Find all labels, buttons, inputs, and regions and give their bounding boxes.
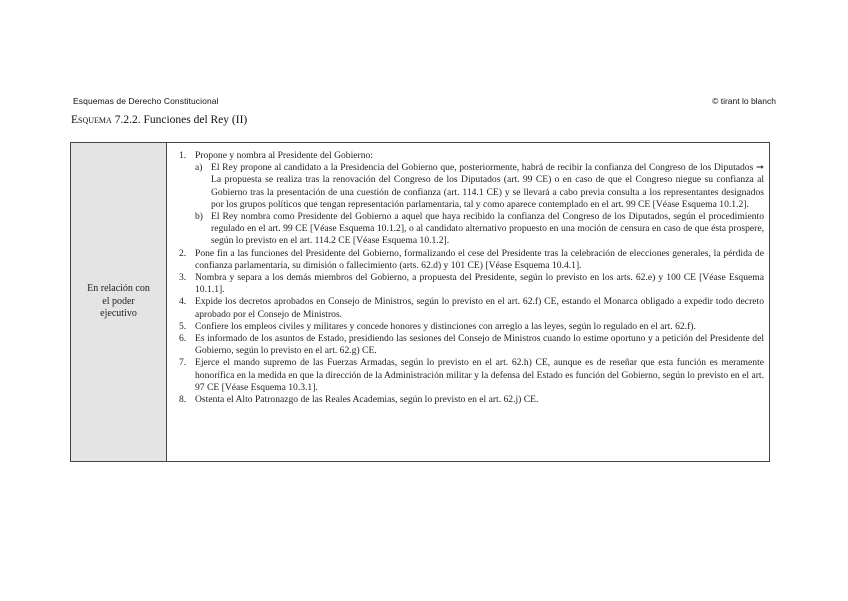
item-text: Propone y nombra al Presidente del Gobierno: [195, 150, 373, 161]
scheme-name: Funciones del Rey (II) [143, 114, 248, 126]
sub-item [195, 162, 764, 211]
sub-item-letter: a) [195, 162, 203, 174]
item-text: Confiere los empleos civiles y militares y concede honores y distinciones con arreglo a las leyes, según lo regulado en el art. 62.f). [195, 320, 696, 332]
item-text: Expide los decretos aprobados en Consejo de Ministros, según lo previsto en el art. 62.f) CE, estando el Monarca obligado a expedir todo decreto aprobado por el Consejo de Ministros. [195, 296, 764, 320]
scheme-number: 7.2.2. [114, 114, 141, 126]
functions-list [167, 143, 769, 461]
list-item [179, 248, 764, 272]
sub-item-text: El Rey nombra como Presidente del Gobierno a aquel que haya recibido la confianza del Congreso de los Diputados, según el procedimiento regulado en el art. 99 CE [Véase Esquema 10.1.2], o al candidato alternativo propuesto en una moción de censura en caso de que ésta prospere, según lo previsto en el art. 114.2 CE [Véase Esquema 10.1.2]. [211, 211, 764, 247]
list-item [179, 272, 764, 296]
list-item [179, 150, 764, 248]
item-number: 8. [179, 394, 187, 406]
item-text: Pone fin a las funciones del Presidente del Gobierno, formalizando el cese del Presidente tras la celebración de elecciones generales, la pérdida de confianza parlamentaria, su dimisión o fallecimiento (arts. 62.d) y 101 CE) [Véase Esquema 10.4.1]. [195, 247, 764, 271]
item-text: Es informado de los asuntos de Estado, presidiendo las sesiones del Consejo de Ministros cuando lo estime oportuno y a petición del Presidente del Gobierno, según lo previsto en el art. 62.g) CE. [195, 333, 764, 357]
item-number: 2. [179, 247, 187, 259]
item-number: 4. [179, 296, 187, 308]
item-text: Ostenta el Alto Patronazgo de las Reales Academias, según lo previsto en el art. 62.j) CE. [195, 394, 539, 406]
list-item [179, 321, 764, 333]
category-label: En relación con el poder ejecutivo [87, 283, 150, 320]
item-text: Nombra y separa a los demás miembros del Gobierno, a propuesta del Presidente, según lo previsto en los arts. 62.e) y 100 CE [Véase Esquema 10.1.1]. [195, 272, 764, 296]
list-item [179, 357, 764, 394]
list-item [179, 296, 764, 320]
item-number: 5. [179, 320, 187, 332]
item-number: 1. [179, 150, 187, 161]
item-text: Ejerce el mando supremo de las Fuerzas Armadas, según lo previsto en el art. 62.h) CE, aunque es de reseñar que esta función es meramente honorífica en la medida en que la dirección de la Administración militar y la defensa del Estado es función del Gobierno, según lo previsto en el art. 97 CE [Véase Esquema 10.3.1]. [195, 357, 764, 393]
scheme-label: Esquema [71, 114, 112, 126]
scheme-title [71, 114, 247, 126]
category-cell [71, 143, 167, 461]
sub-item-text: El Rey propone al candidato a la Presidencia del Gobierno que, posteriormente, habrá de recibir la confianza del Congreso de los Diputados ➞ La propuesta se realiza tras la renovación del Congreso de los Diputados (art. 99 CE) o en caso de que el Congreso niegue su confianza al Gobierno tras la presentación de una cuestión de confianza (art. 114.1 CE) y se llevará a cabo previa consulta a los representantes designados por los grupos políticos que tengan representación parlamentaria, tal y como aparece contemplado en el art. 99 CE [Véase Esquema 10.1.2]. [211, 162, 764, 210]
sub-item [195, 211, 764, 248]
item-number: 7. [179, 357, 187, 369]
sub-item-letter: b) [195, 211, 203, 223]
list-item [179, 333, 764, 357]
book-title: Esquemas de Derecho Constitucional [73, 96, 219, 106]
item-number: 6. [179, 333, 187, 345]
item-number: 3. [179, 272, 187, 284]
scheme-table [70, 142, 770, 462]
list-item [179, 394, 764, 406]
publisher-credit: © tirant lo blanch [712, 96, 776, 106]
